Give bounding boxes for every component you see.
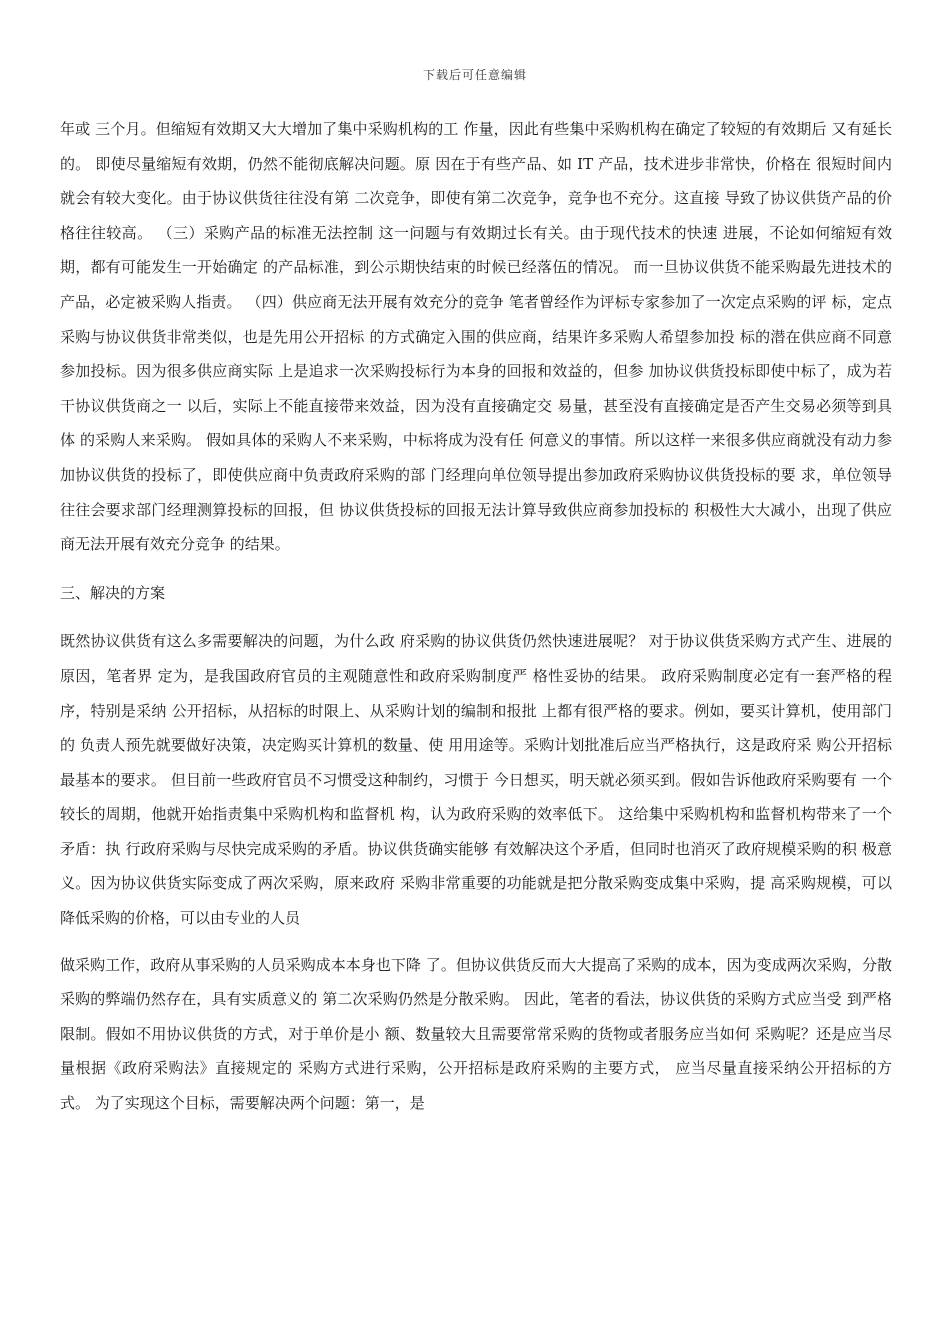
paragraph-solution-reasons: 既然协议供货有这么多需要解决的问题，为什么政 府采购的协议供货仍然快速进展呢？ 对于协议供货采购方式产生、进展的原因，笔者界 定为，是我国政府官员的主观随意性和政府采购制度严 格性妥协的结果。 政府采购制度必定有一套严格的程序，特别是采纳 公开招标，从招标的时限上、从采购计划的编制和报批 上都有很严格的要求。例如，要买计算机，使用部门的 负责人预先就要做好决策，决定购买计算机的数量、使 用用途等。采购计划批准后应当严格执行，这是政府采 购公开招标最基本的要求。 但目前一些政府官员不习惯受这种制约，习惯于 今日想买，明天就必须买到。假如告诉他政府采购要有 一个较长的周期，他就开始指责集中采购机构和监督机 构，认为政府采购的效率低下。 这给集中采购机构和监督机构带来了一个矛盾：执 行政府采购与尽快完成采购的矛盾。协议供货确实能够 有效解决这个矛盾，但同时也消灭了政府规模采购的积 极意义。因为协议供货实际变成了两次采购，原来政府 采购非常重要的功能就是把分散采购变成集中采购，提 高采购规模，可以降低采购的价格，可以由专业的人员 (60, 632, 892, 928)
paragraph-gap (60, 936, 892, 948)
paragraph-solution-conclusion: 做采购工作，政府从事采购的人员采购成本本身也下降 了。但协议供货反而大大提高了采购的成本，因为变成两次采购，分散采购的弊端仍然存在，具有实质意义的 第二次采购仍然是分散采购。 因此，笔者的看法，协议供货的采购方式应当受 到严格限制。假如不用协议供货的方式，对于单价是小 额、数量较大且需要常常采购的货物或者服务应当如何 采购呢？还是应当尽量根据《政府采购法》直接规定的 采购方式进行采购，公开招标是政府采购的主要方式， 应当尽量直接采纳公开招标的方式。 为了实现这个目标，需要解决两个问题：第一，是 (60, 955, 892, 1113)
page-header: 下载后可任意编辑 (422, 68, 527, 82)
paragraph-problems-continued: 年或 三个月。但缩短有效期又大大增加了集中采购机构的工 作量，因此有些集中采购机构在确定了较短的有效期后 又有延长的。 即使尽量缩短有效期，仍然不能彻底解决问题。原 因在于有些产品、如 IT 产品，技术进步非常快，价格在 很短时间内就会有较大变化。由于协议供货往往没有第 二次竞争，即使有第二次竞争，竞争也不充分。这直接 导致了协议供货产品的价格往往较高。 （三）采购产品的标准无法控制 这一问题与有效期过长有关。由于现代技术的快速 进展，不论如何缩短有效期，都有可能发生一开始确定 的产品标准，到公示期快结束的时候已经落伍的情况。 而一旦协议供货不能采购最先进技术的产品，必定被采购人指责。 （四）供应商无法开展有效充分的竞争 笔者曾经作为评标专家参加了一次定点采购的评 标，定点采购与协议供货非常类似，也是先用公开招标 的方式确定入围的供应商，结果许多采购人希望参加投 标的潜在供应商不同意参加投标。因为很多供应商实际 上是追求一次采购投标行为本身的回报和效益的，但参 加协议供货投标即使中标了，成为若干协议供货商之一 以后，实际上不能直接带来效益，因为没有直接确定交 易量，甚至没有直接确定是否产生交易必须等到具体 的采购人来采购。 假如具体的采购人不来采购，中标将成为没有任 何意义的事情。所以这样一来很多供应商就没有动力参 加协议供货的投标了，即使供应商中负责政府采购的部 门经理向单位领导提出参加政府采购协议供货投标的要 求，单位领导往往会要求部门经理测算投标的回报，但 协议供货投标的回报无法计算导致供应商参加投标的 积极性大大减小，出现了供应商无法开展有效充分竞争 的结果。 (60, 120, 892, 554)
document-body (60, 112, 892, 1121)
section-heading-solution: 三、解决的方案 (60, 583, 166, 602)
